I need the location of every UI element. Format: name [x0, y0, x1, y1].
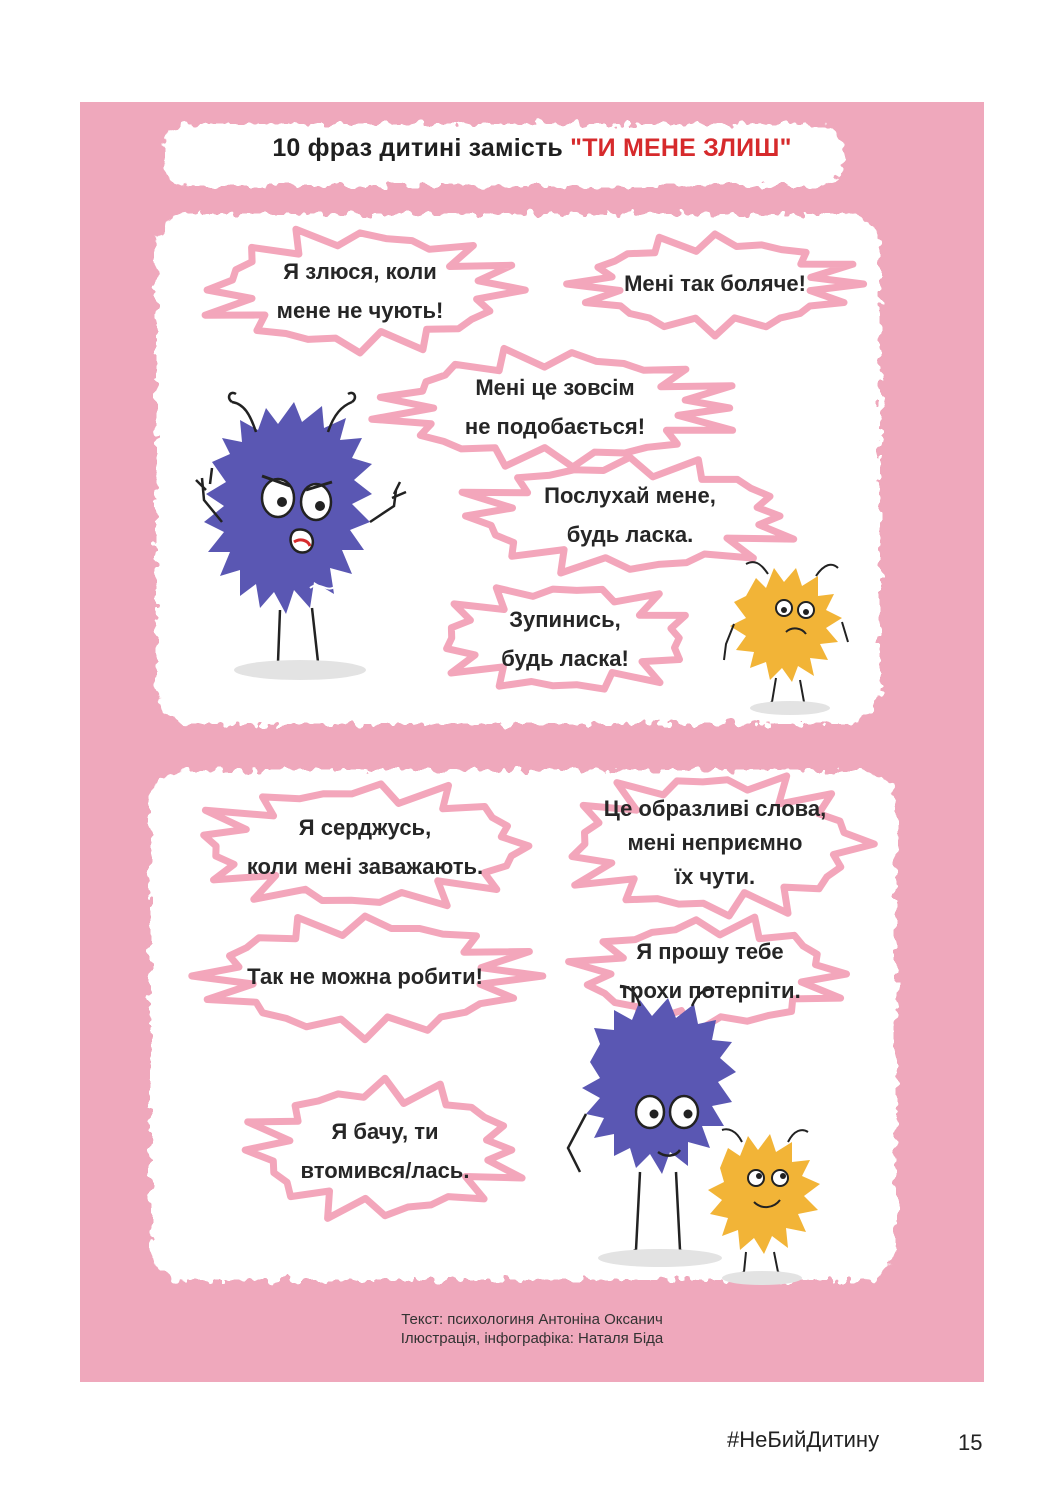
phrase-1: Я злюся, коли мене не чують!	[276, 259, 444, 323]
phrase-6: Я серджусь, коли мені заважають.	[246, 815, 484, 879]
phrase-9: Я прошу тебе трохи потерпіти.	[619, 939, 801, 1003]
phrase-10: Я бачу, ти втомився/лась.	[300, 1119, 470, 1183]
page-title	[80, 134, 984, 163]
page-number: 15	[958, 1430, 983, 1455]
phrase-8: Так не можна робити!	[247, 964, 483, 989]
phrase-5: Зупинись, будь ласка!	[501, 607, 629, 671]
phrase-7: Це образливі слова, мені неприємно їх чути.	[603, 796, 827, 889]
phrase-2: Мені так боляче!	[624, 271, 806, 296]
phrase-4: Послухай мене, будь ласка.	[544, 483, 716, 547]
title-prefix: 10 фраз дитині замість	[272, 134, 571, 162]
credits	[80, 1310, 984, 1348]
credits-text-author: Текст: психологиня Антоніна Оксанич	[401, 1311, 663, 1328]
hashtag: #НеБийДитину	[727, 1427, 880, 1452]
infographic-card	[80, 102, 984, 1382]
credits-illustrator: Ілюстрація, інфографіка: Наталя Біда	[400, 1330, 664, 1347]
phrase-3: Мені це зовсім не подобається!	[464, 375, 646, 439]
title-accent: "ТИ МЕНЕ ЗЛИШ"	[570, 134, 792, 162]
